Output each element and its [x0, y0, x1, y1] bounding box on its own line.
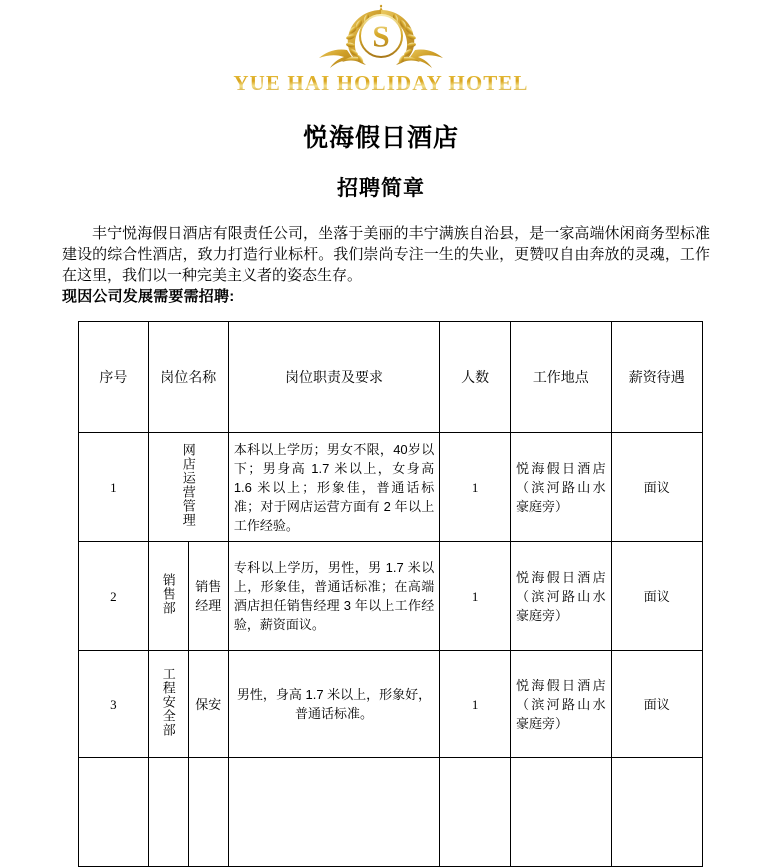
cell-headcount [440, 433, 511, 542]
cell-post [188, 758, 228, 867]
index-value: 1 [110, 479, 117, 495]
cell-index [79, 758, 149, 867]
cell-index [79, 542, 149, 651]
headcount-value: 1 [471, 588, 479, 604]
cell-index [79, 433, 149, 542]
jobs-table-wrapper [0, 321, 762, 867]
cell-post: 销售经理 [188, 542, 228, 651]
cell-position-name [148, 433, 228, 542]
brand-wordmark: YUE HAI HOLIDAY HOTEL [233, 71, 529, 95]
department-value: 网店运营管理 [180, 442, 196, 527]
table-header-row [79, 322, 703, 433]
cell-post: 保安 [188, 651, 228, 758]
cell-salary: 面议 [611, 651, 702, 758]
jobs-table [78, 321, 703, 867]
department-value: 销售部 [160, 572, 176, 615]
table-row-partial [79, 758, 703, 867]
cell-department [148, 542, 188, 651]
header-salary: 薪资待遇 [611, 322, 702, 433]
cell-headcount [440, 651, 511, 758]
laurel-wreath-monogram-icon [316, 4, 446, 72]
cell-location [511, 651, 612, 758]
cell-department [148, 758, 188, 867]
duties-value: 男性，身高 1.7 米以上，形象好，普通话标准。 [236, 687, 432, 722]
cell-duties [228, 758, 439, 867]
cell-department [148, 651, 188, 758]
cell-location [511, 758, 612, 867]
svg-text:S: S [372, 18, 390, 54]
headcount-value: 1 [471, 479, 479, 495]
header-position-name: 岗位名称 [148, 322, 228, 433]
page-title: 悦海假日酒店 [302, 125, 459, 152]
table-row [79, 542, 703, 651]
index-value: 2 [110, 588, 117, 604]
table-row [79, 433, 703, 542]
headcount-value: 1 [471, 696, 479, 712]
cell-location [511, 542, 612, 651]
location-value: 悦海假日酒店（滨河路山水豪庭旁） [516, 460, 606, 514]
cell-duties [228, 651, 439, 758]
header-headcount: 人数 [440, 322, 511, 433]
intro-paragraph: 丰宁悦海假日酒店有限责任公司，坐落于美丽的丰宁满族自治县，是一家高端休闲商务型标准建设的综合性酒店，致力打造行业标杆。我们崇尚专注一生的失业，更赞叹自由奔放的灵魂，工作在这里，我们以一种完美主义者的姿态生存。 [62, 225, 710, 285]
cell-salary: 面议 [611, 542, 702, 651]
cell-salary [611, 758, 702, 867]
page-subtitle: 招聘简章 [337, 176, 425, 200]
cell-headcount [440, 542, 511, 651]
duties-value: 本科以上学历；男女不限，40岁以下；男身高 1.7 米以上，女身高 1.6 米以上；形象佳，普通话标准；对于网店运营方面有 2 年以上工作经验。 [233, 441, 435, 533]
location-value: 悦海假日酒店（滨河路山水豪庭旁） [516, 677, 606, 731]
header-index: 序号 [79, 322, 149, 433]
header-location: 工作地点 [511, 322, 612, 433]
duties-value: 专科以上学历，男性，男 1.7 米以上，形象佳，普通话标准；在高端酒店担任销售经理 3 年以上工作经验，薪资面议。 [233, 560, 435, 633]
table-row [79, 651, 703, 758]
header-duties: 岗位职责及要求 [228, 322, 439, 433]
brand-header [0, 0, 762, 94]
cell-salary: 面议 [611, 433, 702, 542]
cell-index [79, 651, 149, 758]
department-value: 工程安全部 [160, 666, 176, 737]
cell-duties [228, 433, 439, 542]
cell-location [511, 433, 612, 542]
cell-duties [228, 542, 439, 651]
jobs-table-body [79, 322, 703, 867]
location-value: 悦海假日酒店（滨河路山水豪庭旁） [516, 569, 606, 623]
cell-headcount [440, 758, 511, 867]
index-value: 3 [110, 696, 117, 712]
intro-section [62, 223, 710, 307]
recruiting-callout: 现因公司发展需要需招聘: [62, 288, 235, 306]
